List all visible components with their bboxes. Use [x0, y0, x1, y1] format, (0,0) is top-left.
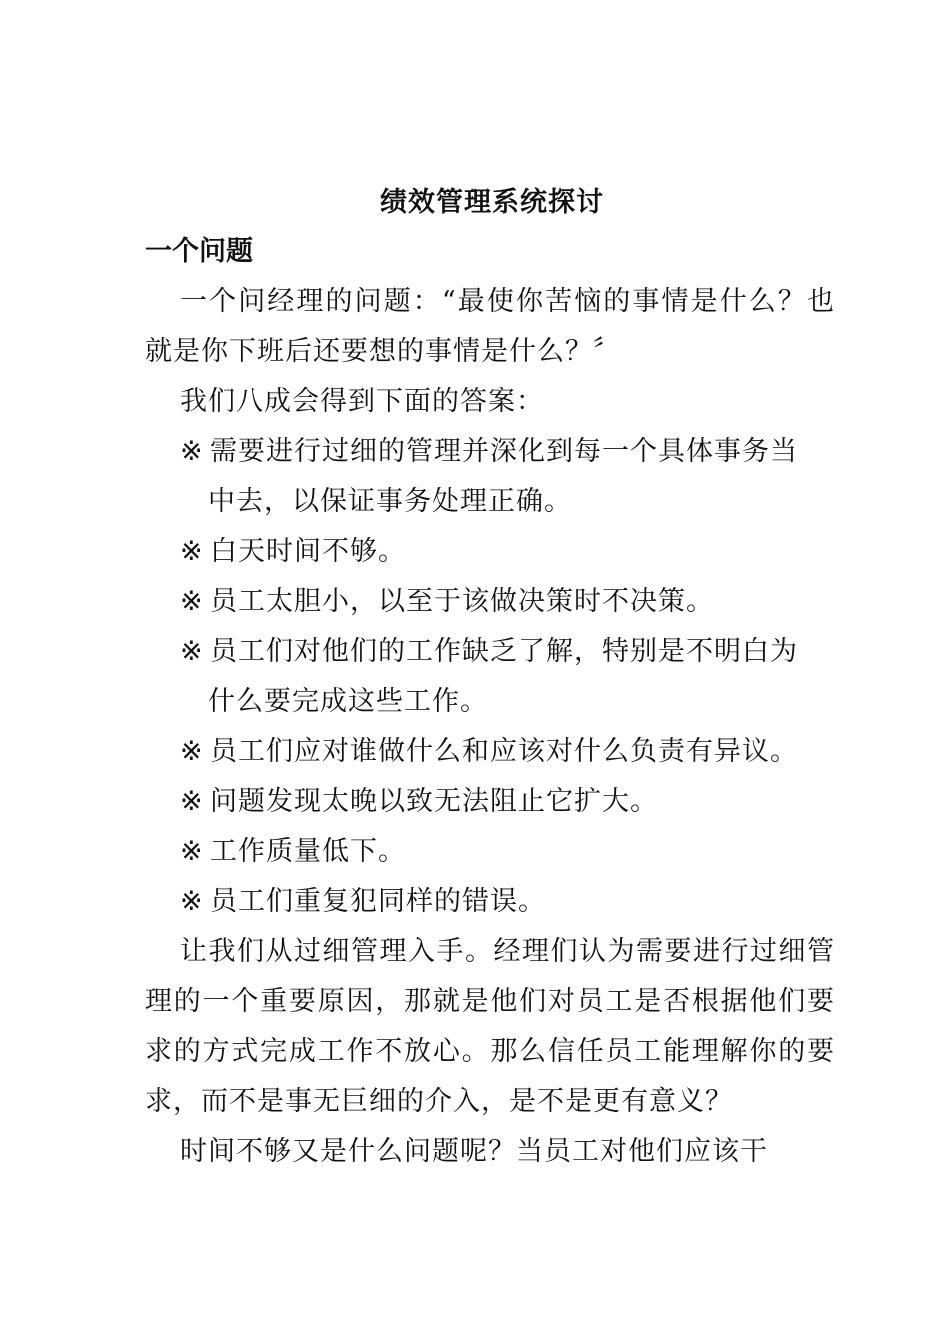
list-item [145, 827, 808, 877]
micromanage-paragraph: 让我们从过细管理入手。经理们认为需要进行过细管理的一个重要原因，那就是他们对员工是否根据他们要求的方式完成工作不放心。那么信任员工能理解你的要求，而不是事无巨细的介入，是不是更有意义？ [145, 936, 835, 1117]
intro-paragraph: 一个问经理的问题：“最使你苦恼的事情是什么？也就是你下班后还要想的事情是什么？〞 [145, 286, 835, 367]
list-item-text: 白天时间不够。 [210, 536, 406, 567]
reference-mark-icon: ※ [180, 836, 204, 867]
list-item-text: 工作质量低下。 [210, 836, 406, 867]
list-item [145, 877, 808, 927]
answer-intro: 我们八成会得到下面的答案： [180, 386, 544, 417]
list-item-text: 员工们应对谁做什么和应该对什么负责有异议。 [210, 736, 798, 767]
reference-mark-icon: ※ [180, 436, 204, 467]
reference-mark-icon: ※ [180, 536, 204, 567]
reference-mark-icon: ※ [180, 886, 204, 917]
list-item [145, 627, 808, 727]
list-item-text: 员工们重复犯同样的错误。 [210, 886, 546, 917]
time-paragraph: 时间不够又是什么问题呢？当员工对他们应该干 [180, 1136, 768, 1167]
reference-mark-icon: ※ [180, 636, 204, 667]
document-body [145, 277, 835, 1177]
list-item [145, 577, 808, 627]
list-item-text: 员工们对他们的工作缺乏了解，特别是不明白为什么要完成这些工作。 [208, 636, 798, 717]
list-item-text: 问题发现太晚以致无法阻止它扩大。 [210, 786, 658, 817]
answer-list [145, 427, 835, 927]
list-item [145, 527, 808, 577]
section-heading: 一个问题 [145, 236, 253, 267]
list-item-text: 员工太胆小，以至于该做决策时不决策。 [210, 586, 714, 617]
list-item [145, 727, 808, 777]
reference-mark-icon: ※ [180, 786, 204, 817]
list-item [145, 777, 808, 827]
reference-mark-icon: ※ [180, 586, 204, 617]
document-title: 绩效管理系统探讨 [380, 187, 604, 218]
reference-mark-icon: ※ [180, 736, 204, 767]
list-item-text: 需要进行过细的管理并深化到每一个具体事务当中去，以保证事务处理正确。 [208, 436, 798, 517]
list-item [145, 427, 808, 527]
